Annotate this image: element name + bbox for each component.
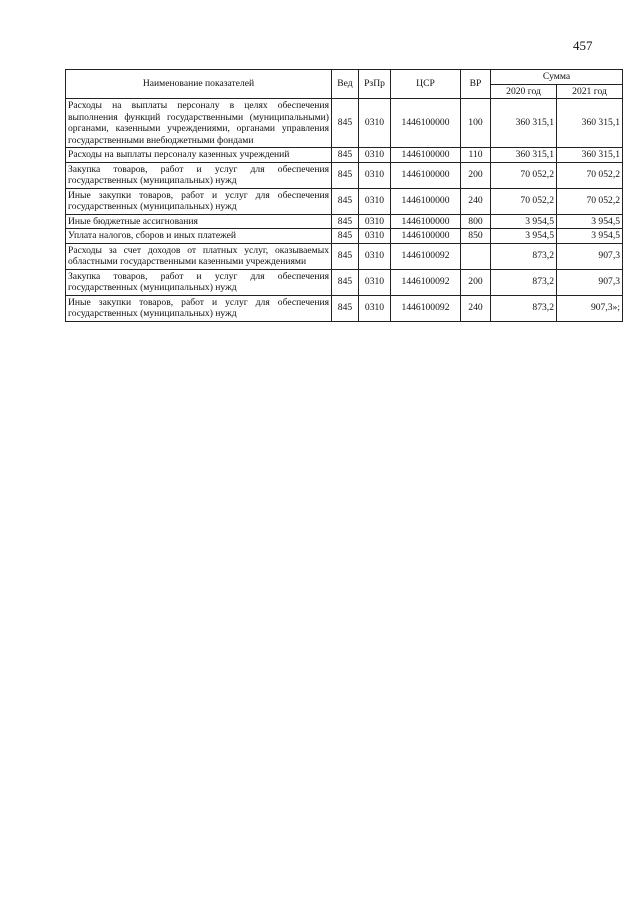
cell-name: Иные закупки товаров, работ и услуг для обеспечения государственных (муниципальных) нужд: [66, 295, 332, 321]
header-2020: 2020 год: [491, 84, 557, 99]
cell-csr: 1446100000: [391, 229, 461, 244]
cell-2021: 907,3: [557, 243, 623, 269]
page-number: 457: [573, 38, 593, 53]
cell-name: Расходы за счет доходов от платных услуг, оказываемых областными государственными казенными учреждениями: [66, 243, 332, 269]
cell-2020: 3 954,5: [491, 214, 557, 229]
cell-ved: 845: [332, 162, 359, 188]
cell-ved: 845: [332, 243, 359, 269]
cell-rzpr: 0310: [359, 214, 391, 229]
cell-vr: 850: [461, 229, 491, 244]
cell-2020: 70 052,2: [491, 188, 557, 214]
cell-vr: 800: [461, 214, 491, 229]
cell-2021: 70 052,2: [557, 188, 623, 214]
cell-rzpr: 0310: [359, 162, 391, 188]
table-row: [66, 269, 623, 295]
cell-2020: 3 954,5: [491, 229, 557, 244]
header-sum: Сумма: [491, 70, 623, 85]
cell-ved: 845: [332, 99, 359, 148]
cell-name: Расходы на выплаты персоналу в целях обеспечения выполнения функций государственными (муниципальными) органами, казенными учреждениями, органами управления государственными внебюджетными фондами: [66, 99, 332, 148]
cell-2020: 70 052,2: [491, 162, 557, 188]
cell-name: Иные бюджетные ассигнования: [66, 214, 332, 229]
table-row: [66, 188, 623, 214]
cell-rzpr: 0310: [359, 99, 391, 148]
table-row: [66, 214, 623, 229]
cell-2021: 360 315,1: [557, 99, 623, 148]
cell-csr: 1446100092: [391, 295, 461, 321]
cell-csr: 1446100000: [391, 148, 461, 163]
table-row: [66, 243, 623, 269]
cell-2021: 3 954,5: [557, 229, 623, 244]
cell-name: Иные закупки товаров, работ и услуг для обеспечения государственных (муниципальных) нужд: [66, 188, 332, 214]
header-ved: Вед: [332, 70, 359, 99]
cell-ved: 845: [332, 214, 359, 229]
cell-2021: 70 052,2: [557, 162, 623, 188]
cell-rzpr: 0310: [359, 229, 391, 244]
cell-csr: 1446100000: [391, 214, 461, 229]
cell-ved: 845: [332, 229, 359, 244]
cell-2020: 873,2: [491, 295, 557, 321]
cell-2020: 873,2: [491, 269, 557, 295]
cell-rzpr: 0310: [359, 188, 391, 214]
cell-rzpr: 0310: [359, 269, 391, 295]
cell-rzpr: 0310: [359, 243, 391, 269]
cell-vr: 100: [461, 99, 491, 148]
table-body: [66, 99, 623, 322]
cell-csr: 1446100092: [391, 243, 461, 269]
table-row: [66, 229, 623, 244]
cell-vr: 200: [461, 162, 491, 188]
header-csr: ЦСР: [391, 70, 461, 99]
cell-2020: 360 315,1: [491, 99, 557, 148]
cell-2020: 360 315,1: [491, 148, 557, 163]
header-2021: 2021 год: [557, 84, 623, 99]
cell-name: Закупка товаров, работ и услуг для обеспечения государственных (муниципальных) нужд: [66, 162, 332, 188]
cell-csr: 1446100000: [391, 99, 461, 148]
cell-ved: 845: [332, 295, 359, 321]
cell-ved: 845: [332, 269, 359, 295]
cell-rzpr: 0310: [359, 148, 391, 163]
cell-csr: 1446100000: [391, 188, 461, 214]
header-rzpr: РзПр: [359, 70, 391, 99]
cell-vr: [461, 243, 491, 269]
cell-csr: 1446100000: [391, 162, 461, 188]
cell-vr: 240: [461, 188, 491, 214]
cell-2021: 907,3»;: [557, 295, 623, 321]
table-row: [66, 99, 623, 148]
header-name: Наименование показателей: [66, 70, 332, 99]
cell-vr: 200: [461, 269, 491, 295]
table-row: [66, 295, 623, 321]
cell-2021: 3 954,5: [557, 214, 623, 229]
cell-name: Расходы на выплаты персоналу казенных учреждений: [66, 148, 332, 163]
cell-name: Уплата налогов, сборов и иных платежей: [66, 229, 332, 244]
cell-vr: 110: [461, 148, 491, 163]
header-vr: ВР: [461, 70, 491, 99]
cell-csr: 1446100092: [391, 269, 461, 295]
cell-name: Закупка товаров, работ и услуг для обеспечения государственных (муниципальных) нужд: [66, 269, 332, 295]
cell-2021: 360 315,1: [557, 148, 623, 163]
cell-rzpr: 0310: [359, 295, 391, 321]
cell-2021: 907,3: [557, 269, 623, 295]
table-row: [66, 162, 623, 188]
cell-ved: 845: [332, 148, 359, 163]
cell-ved: 845: [332, 188, 359, 214]
cell-vr: 240: [461, 295, 491, 321]
budget-table: [65, 69, 623, 322]
cell-2020: 873,2: [491, 243, 557, 269]
table-row: [66, 148, 623, 163]
